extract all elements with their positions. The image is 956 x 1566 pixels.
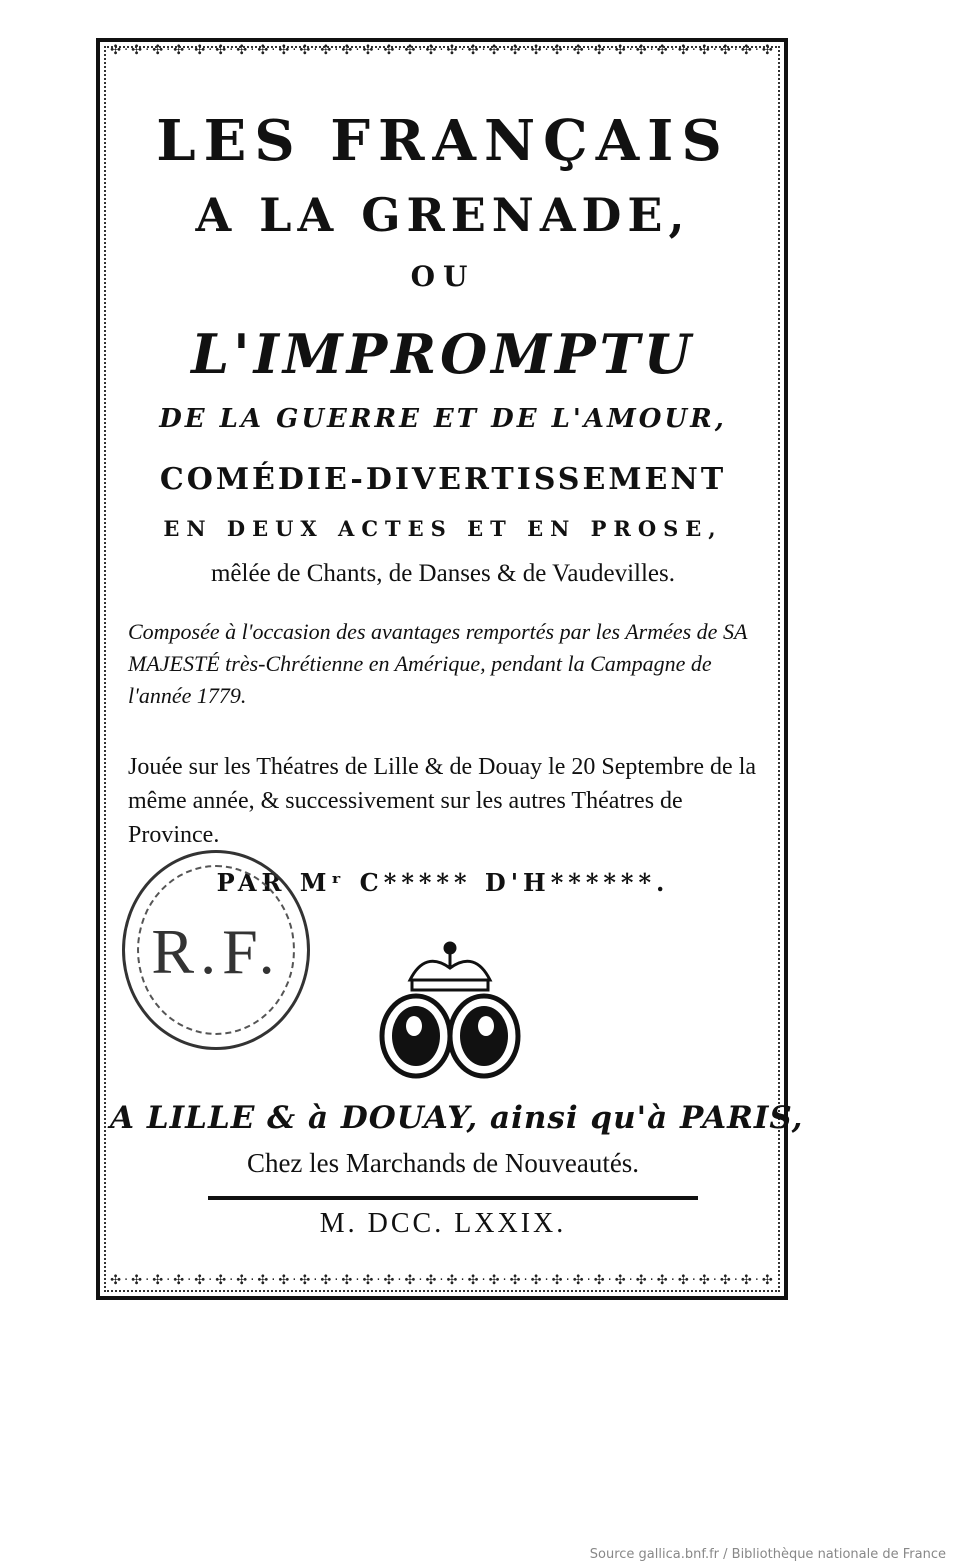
genre-comedie: COMÉDIE-DIVERTISSEMENT [159, 462, 727, 497]
subtitle-guerre-amour: DE LA GUERRE ET DE L'AMOUR, [159, 404, 727, 434]
title-line-ou: OU [410, 260, 476, 293]
composed-note: Composée à l'occasion des avantages remportés par les Armées de SA MAJESTÉ très-Chrétienne en Amérique, pendant la Campagne de l'année 1779. [128, 619, 747, 708]
stamp-text: R.F. [151, 916, 281, 987]
royal-crest-icon [370, 940, 530, 1080]
title-impromptu: L'IMPROMPTU [191, 322, 695, 386]
title-line-1: LES FRANÇAIS [156, 108, 730, 174]
imprint-date: M. DCC. LXXIX. [319, 1208, 567, 1239]
bottom-ornament-row: ✣·✣·✣·✣·✣·✣·✣·✣·✣·✣·✣·✣·✣·✣·✣·✣·✣·✣·✣·✣·✣·✣·✣·✣·✣·✣·✣·✣·✣·✣·✣·✣ [110, 1273, 776, 1288]
genre-deux-actes: EN DEUX ACTES ET EN PROSE, [163, 516, 723, 541]
horizontal-rule [208, 1196, 698, 1200]
performance-note: Jouée sur les Théatres de Lille & de Douay le 20 Septembre de la même année, & successivement sur les autres Théatres de Province. [128, 754, 757, 848]
imprint-seller: Chez les Marchands de Nouveautés. [246, 1148, 640, 1178]
library-stamp [122, 850, 310, 1050]
title-line-2: A LA GRENADE, [195, 188, 691, 242]
genre-chants-danses: mêlée de Chants, de Danses & de Vaudevilles. [210, 560, 675, 587]
author-line: PAR Mʳ C***** D'H******. [216, 868, 670, 897]
top-ornament-row: ✣·✣·✣·✣·✣·✣·✣·✣·✣·✣·✣·✣·✣·✣·✣·✣·✣·✣·✣·✣·✣·✣·✣·✣·✣·✣·✣·✣·✣·✣·✣·✣ [110, 43, 776, 58]
imprint-place: A LILLE & à DOUAY, ainsi qu'à PARIS, [110, 1100, 804, 1136]
source-attribution: Source gallica.bnf.fr / Bibliothèque nationale de France [589, 1547, 946, 1562]
